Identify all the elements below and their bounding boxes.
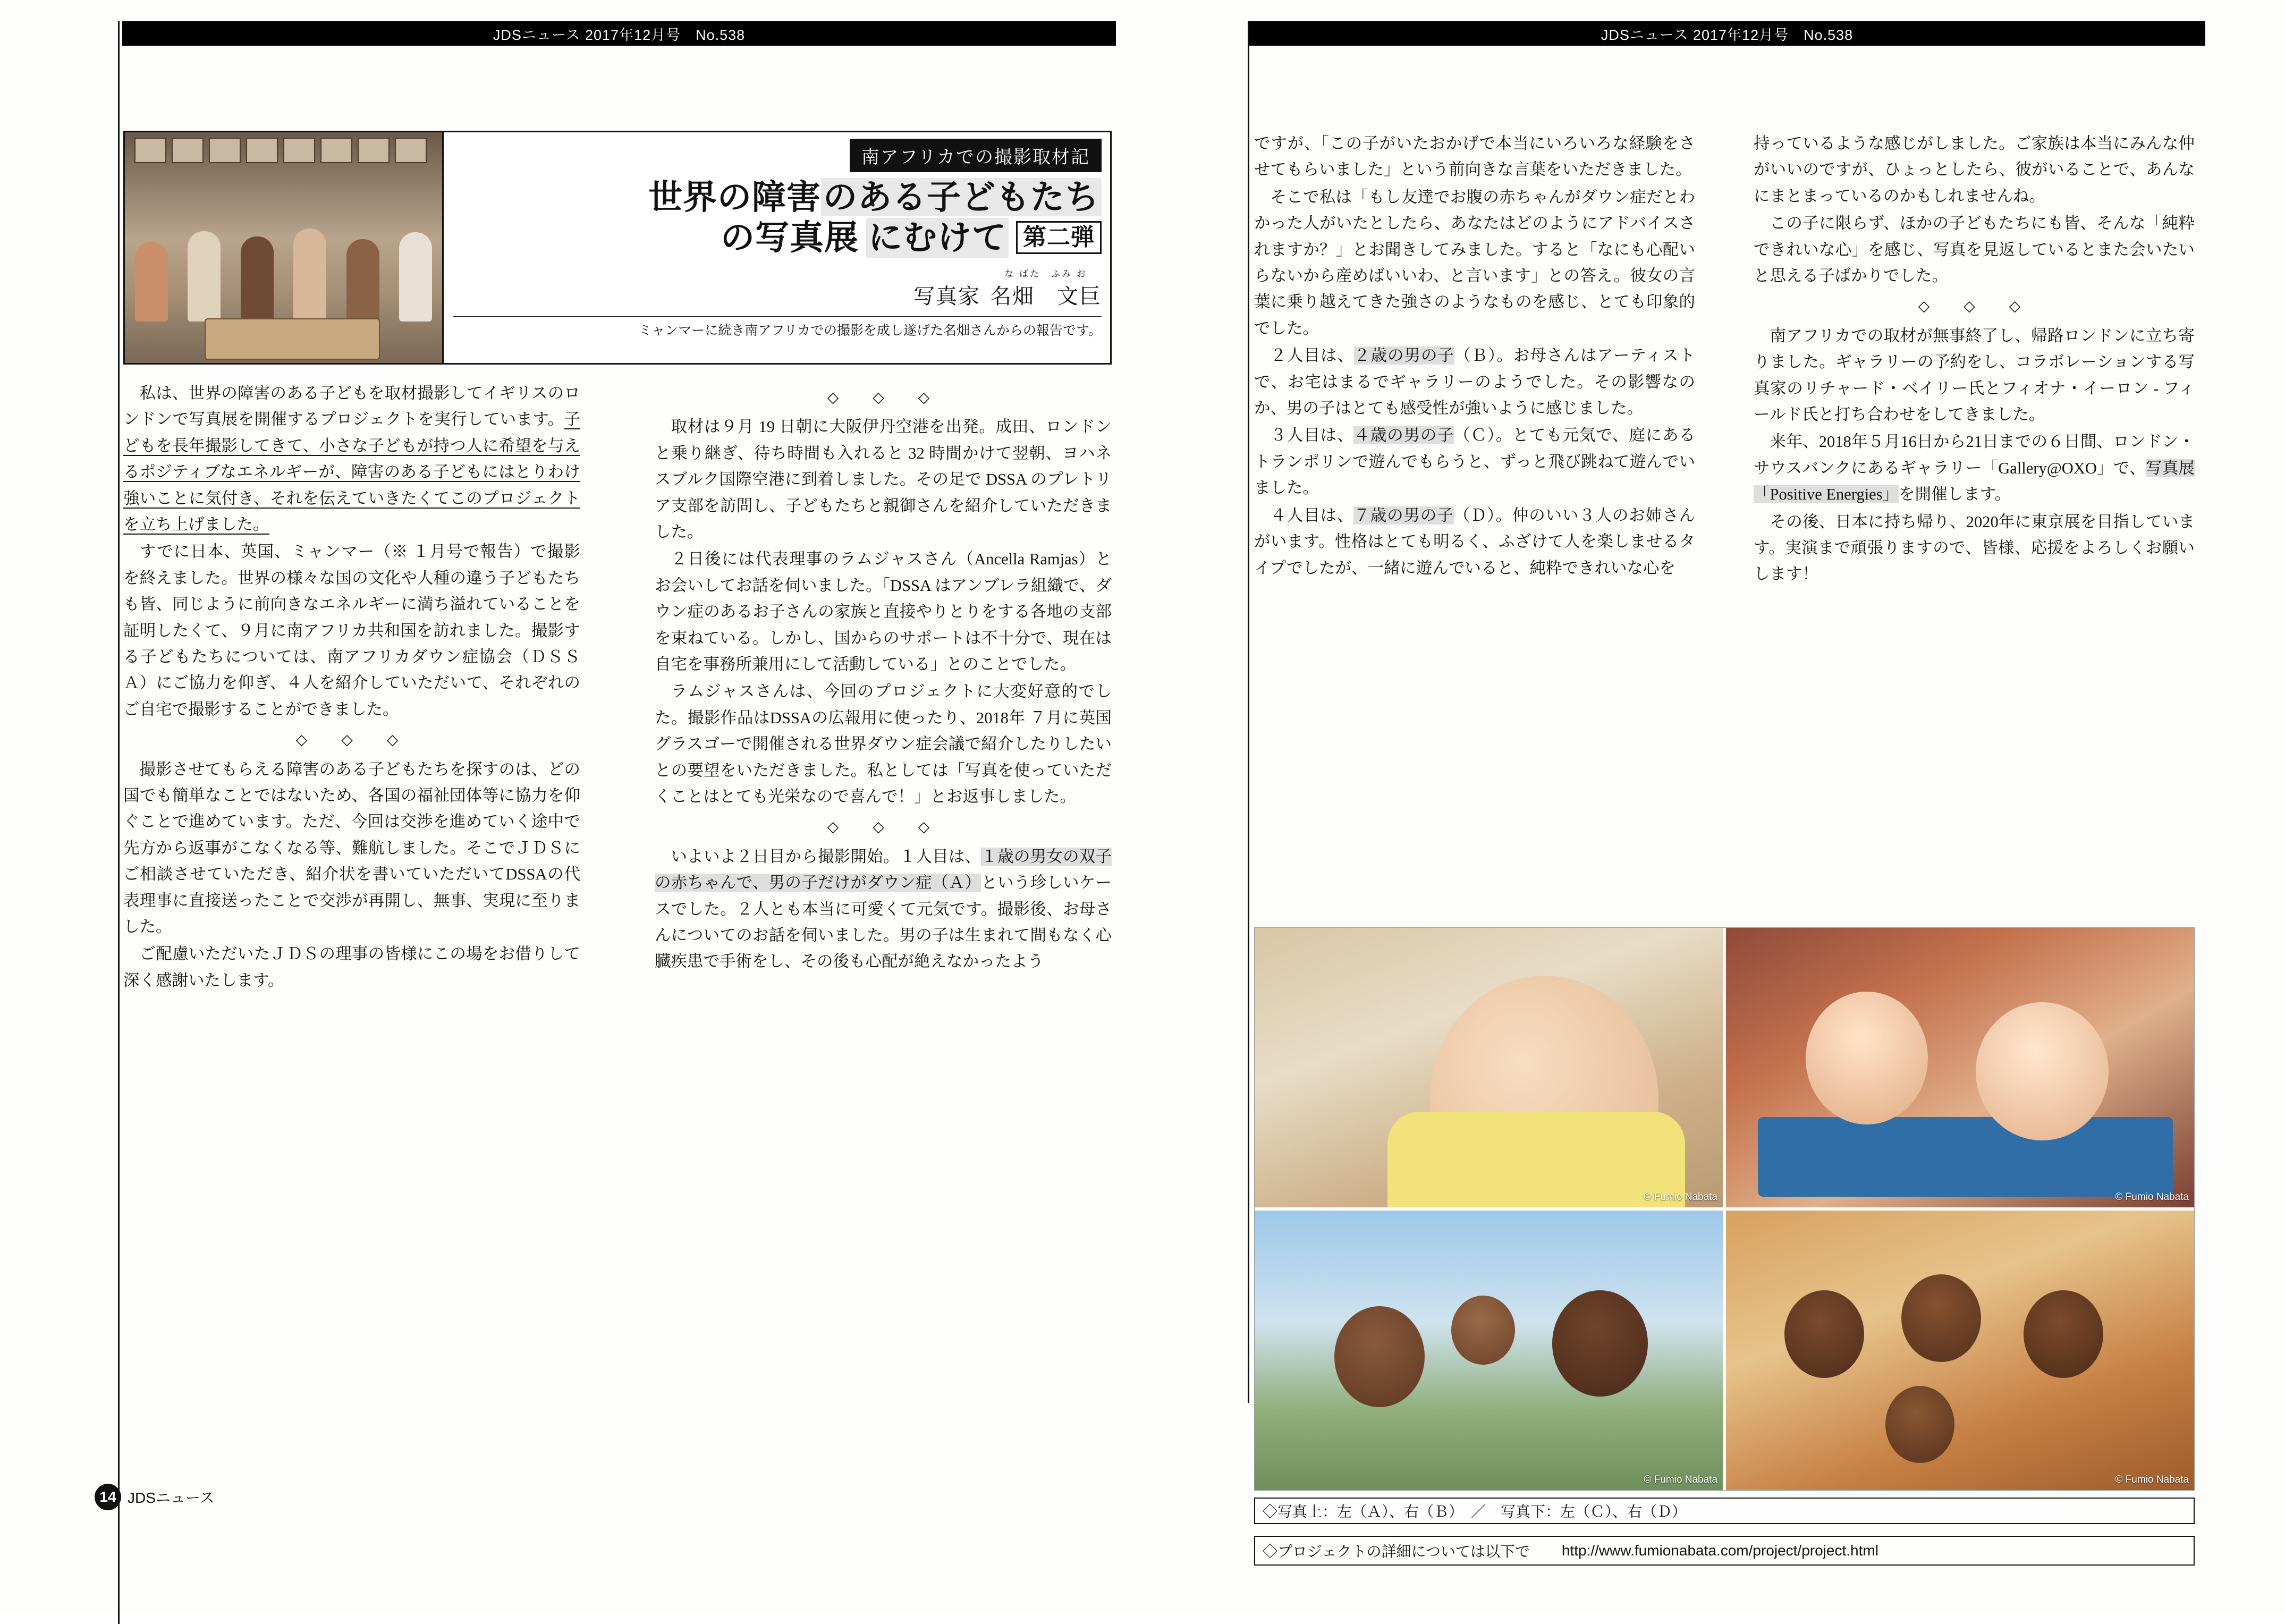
child-face-left	[1806, 992, 1928, 1124]
child-shirt	[1387, 1112, 1685, 1207]
title-text-area	[444, 132, 1110, 363]
project-url[interactable]: http://www.fumionabata.com/project/project.html	[1561, 1542, 1878, 1559]
byline-role: 写真家	[913, 285, 980, 309]
photo-b	[1726, 928, 2194, 1207]
title-line1-a: 世界の障害	[648, 178, 821, 216]
paragraph	[655, 844, 1112, 975]
paragraph	[1254, 343, 1695, 421]
photo-credit: © Fumio Nabata	[2115, 1191, 2189, 1203]
photo-d	[1726, 1211, 2194, 1490]
c3-item1-tail: （Ｂ）。お母さんはアーティストで、お宅はまるでギャラリーのようでした。その影響なのか、男の子はとても感受性が強いように感じました。	[1254, 346, 1696, 418]
sister-3	[2024, 1290, 2103, 1378]
sister-1	[1784, 1290, 1864, 1378]
author-name-wrap	[990, 266, 1102, 310]
paragraph: この子に限らず、ほかの子どもたちにも皆、そんな「純粋できれいな心」を感じ、写真を見返しているとまた会いたいと思える子ばかりでした。	[1754, 214, 2195, 285]
c2-tail: という珍しいケースでした。２人とも本当に可愛くて元気です。撮影後、お母さんについてのお話を伺いました。男の子は生まれて間もなく心臓疾患で手術をし、その後も心配が絶えなかったよう	[655, 874, 1112, 971]
photo-grid	[1254, 927, 2195, 1491]
c4-year-lead: 来年、2018年５月16日から21日までの６日間、ロンドン・サウスバンクにあるギャラリー「Gallery@OXO」で、	[1754, 433, 2195, 477]
c3-item3-tail: （Ｄ）。仲のいい３人のお姉さんがいます。性格はとても明るく、ふざけて人を楽しませるタイプでしたが、一緒に遊んでいると、純粋できれいな心を	[1254, 506, 1696, 577]
paragraph	[1754, 429, 2195, 508]
paragraph: そこで私は「もし友達でお腹の赤ちゃんがダウン症だとわかった人がいたとしたら、あなたはどのようにアドバイスされますか？」とお聞きしてみました。すると「なにも心配いらないから産めばいいわ、と言います」との答え。彼女の言葉に乗り越えてきた強さのようなものを感じ、とても印象的でした。	[1254, 188, 1695, 337]
c3-item2-lead: ３人目は、	[1270, 426, 1354, 445]
paragraph: 持っているような感じがしました。ご家族は本当にみんな仲がいいのですが、ひょっとしたら、彼がいることで、あんなにまとまっているのかもしれませんね。	[1754, 134, 2195, 205]
paragraph: 取材は９月 19 日朝に大阪伊丹空港を出発。成田、ロンドンと乗り継ぎ、待ち時間も入れると 32 時間かけて翌朝、ヨハネスブルク国際空港に到着しました。その足で DSSA のプレトリア支部を訪問し、子どもたちと親御さんを紹介していただきました。	[655, 418, 1112, 541]
father-figure	[1552, 1290, 1648, 1397]
paragraph: 南アフリカでの取材が無事終了し、帰路ロンドンに立ち寄りました。ギャラリーの予約をし、コラボレーションする写真家のリチャード・ベイリー氏とフィオナ・イーロン - フィールド氏と打ち合わせをしてきました。	[1754, 326, 2195, 424]
text-column-3	[1254, 131, 1695, 581]
child-face-right	[1976, 1002, 2109, 1140]
people-row	[125, 215, 442, 322]
footer-rule	[118, 1512, 120, 1624]
paragraph: ２日後には代表理事のラムジャスさん（Ancella Ramjas）とお会いしてお話を伺いました。「DSSA はアンブレラ組織で、ダウン症のあるお子さんの家族と直接やりとりをする各地の支部を束ねている。しかし、国からのサポートは不十分で、現在は自宅を事務所兼用にして活動している」とのことでした。	[655, 550, 1112, 674]
paragraph: その後、日本に持ち帰り、2020年に東京展を目指しています。実演まで頑張りますので、皆様、応援をよろしくお願いします！	[1754, 512, 2195, 583]
sister-2	[1901, 1274, 1981, 1362]
c3-item1-highlight: ２歳の男の子	[1354, 346, 1455, 365]
group-photo	[125, 132, 444, 363]
paragraph: ご配慮いただいたＪＤＳの理事の皆様にこの場をお借りして深く感謝いたします。	[123, 945, 580, 989]
page-number: 14	[95, 1484, 121, 1510]
title-line1-b: のある子どもたち	[821, 178, 1102, 216]
paragraph: 撮影させてもらえる障害のある子どもたちを探すのは、どの国でも簡単なことではないため、各国の福祉団体等に協力を仰ぐことで進めています。ただ、今回は交渉を進めていく途中で先方から返事がこなくなる等、難航しました。そこでＪＤＳにご相談させていただき、紹介状を書いていただいてDSSAの代表理事に直接送ったことで交渉が再開し、無事、実現に至りました。	[123, 760, 580, 936]
project-url-box	[1254, 1536, 2195, 1566]
paragraph	[1254, 422, 1695, 501]
text-column-4	[1754, 131, 2195, 588]
c4-year-tail: を開催します。	[1899, 485, 2011, 504]
article-subnote: ミャンマーに続き南アフリカでの撮影を成し遂げた名畑さんからの報告です。	[453, 316, 1102, 339]
text-column-2	[655, 380, 1112, 975]
c4-exhibition-highlight: 写真展	[2145, 459, 2195, 477]
text-column-1	[123, 380, 580, 994]
boy-figure	[1885, 1386, 1954, 1463]
paragraph: すでに日本、英国、ミャンマー（※ １月号で報告）で撮影を終えました。世界の様々な国の文化や人種の違う子どもたちも皆、同じように前向きなエネルギーに満ち溢れていることを証明したくて、９月に南アフリカ共和国を訪れました。撮影する子どもたちについては、南アフリカダウン症協会（ＤＳＳＡ）にご協力を仰ぎ、４人を紹介していただいて、それぞれのご自宅で撮影することができました。	[123, 543, 580, 718]
header-left-text: JDSニュース 2017年12月号 No.538	[493, 27, 746, 43]
page-number-footer	[95, 1484, 215, 1510]
c2-highlight: １歳の男女の双子の赤ちゃんで、男の子だけがダウン症（Ａ）	[655, 847, 1112, 892]
paragraph: ラムジャスさんは、今回のプロジェクトに大変好意的でした。撮影作品はDSSAの広報用に使ったり、2018年 ７月に英国グラスゴーで開催される世界ダウン症会議で紹介したりしたいとの要望をいただきました。私としては「写真を使っていただくことはとても光栄なので喜んで！」とお返事しました。	[655, 682, 1112, 806]
paragraph: ですが、「この子がいたおかげで本当にいろいろな経験をさせてもらいました」という前向きな言葉をいただきました。	[1254, 134, 1695, 179]
right-page-rule	[1248, 21, 1249, 1403]
photo-credit: © Fumio Nabata	[1644, 1474, 1717, 1485]
c1-underlined: 子どもを長年撮影してきて、小さな子どもが持つ人に希望を与えるポジティブなエネルギーが、障害のある子どもにはとりわけ強いことに気付き、それを伝えていきたくてこのプロジェクトを立ち上げました。	[123, 410, 580, 534]
photo-c	[1255, 1211, 1723, 1490]
section-divider: ◇ ◇ ◇	[1918, 298, 2030, 315]
page-header-left	[122, 21, 1116, 46]
c1-p1: 私は、世界の障害のある子どもを取材撮影してイギリスのロンドンで写真展を開催するプロジェクトを実行しています。	[123, 384, 580, 429]
c3-item2-highlight: ４歳の男の子	[1353, 426, 1454, 445]
header-right-text: JDSニュース 2017年12月号 No.538	[1601, 27, 1854, 43]
c3-item3-lead: ４人目は、	[1270, 506, 1354, 525]
photo-a	[1255, 928, 1723, 1207]
child-figure	[1451, 1296, 1515, 1365]
c3-item1-lead: ２人目は、	[1270, 346, 1355, 365]
photo-credit: © Fumio Nabata	[2115, 1474, 2189, 1485]
photo-credit: © Fumio Nabata	[1644, 1191, 1717, 1203]
article-kicker: 南アフリカでの撮影取材記	[850, 139, 1102, 172]
desk	[1758, 1117, 2173, 1197]
paragraph	[123, 380, 580, 538]
title-line2-a: の写真展	[721, 218, 859, 257]
left-page-rule	[118, 21, 120, 1557]
page-title	[648, 177, 1102, 258]
photo-caption: ◇写真上：左（Ａ）、右（Ｂ） ／ 写真下：左（Ｃ）、右（Ｄ）	[1254, 1498, 2195, 1524]
publication-name: JDSニュース	[128, 1490, 215, 1506]
byline	[913, 266, 1102, 310]
edition-badge: 第二弾	[1016, 221, 1102, 254]
section-divider: ◇ ◇ ◇	[827, 819, 940, 836]
table-prop	[205, 318, 380, 360]
paragraph	[1254, 503, 1695, 581]
author-name: 名畑 文巨	[990, 285, 1102, 309]
author-name-ruby: な ばた ふみ お	[1004, 269, 1087, 280]
article-title-block	[123, 131, 1112, 365]
section-divider: ◇ ◇ ◇	[295, 732, 408, 749]
c4-exhibition-name: 「Positive Energies」	[1754, 485, 1899, 504]
c3-item3-highlight: ７歳の男の子	[1353, 506, 1454, 525]
page-header-right	[1249, 21, 2205, 46]
c3-item2-tail: （Ｃ）。とても元気で、庭にあるトランポリンで遊んでもらうと、ずっと飛び跳ねて遊んでいました。	[1254, 426, 1696, 497]
section-divider: ◇ ◇ ◇	[827, 390, 940, 406]
c2-lead: いよいよ２日目から撮影開始。１人目は、	[671, 847, 981, 866]
project-url-label: ◇プロジェクトの詳細については以下で	[1263, 1543, 1530, 1560]
title-line2-b: にむけて	[866, 218, 1009, 258]
mother-figure	[1334, 1306, 1425, 1407]
wall-frames	[134, 138, 433, 201]
